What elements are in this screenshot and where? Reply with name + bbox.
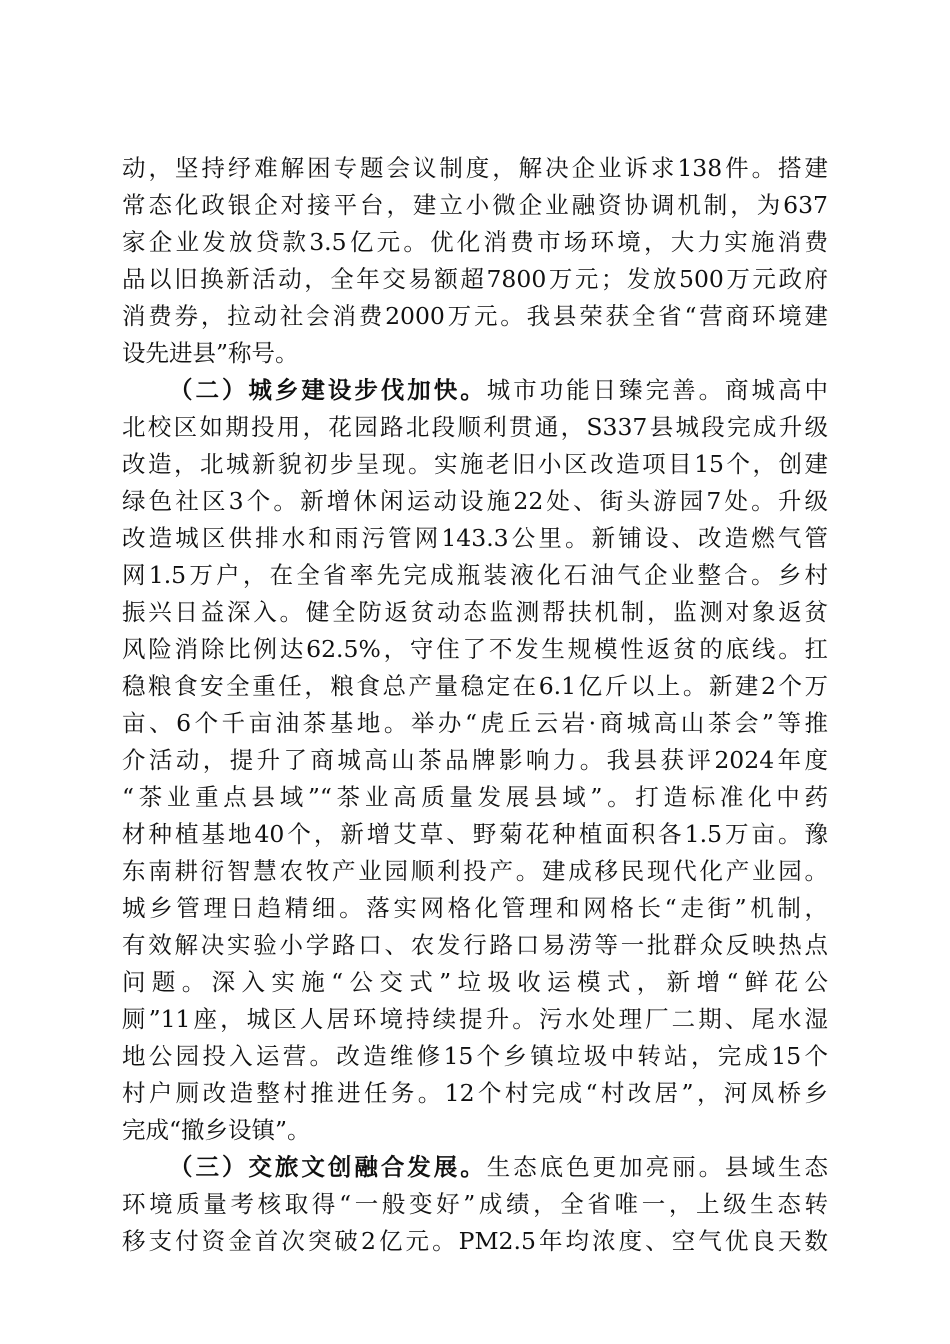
paragraph-urban-rural-construction xyxy=(122,372,828,1149)
document-body xyxy=(122,150,828,1260)
text-line: 城乡管理日趋精细。落实网格化管理和网格长“走街”机制， xyxy=(122,894,828,922)
paragraph-tourism-culture xyxy=(122,1149,828,1260)
text-line: 绿色社区3个。新增休闲运动设施22处、街头游园7处。升级 xyxy=(122,487,828,515)
text-line: 完成“撤乡设镇”。 xyxy=(122,1116,311,1144)
text-line: 家企业发放贷款3.5亿元。优化消费市场环境，大力实施消费 xyxy=(122,228,828,256)
text-line: 北校区如期投用，花园路北段顺利贯通，S337县城段完成升级 xyxy=(122,413,828,441)
text-line: 品以旧换新活动，全年交易额超7800万元；发放500万元政府 xyxy=(122,265,828,293)
text-line: 有效解决实验小学路口、农发行路口易涝等一批群众反映热点 xyxy=(122,931,828,959)
text-line: 材种植基地40个，新增艾草、野菊花种植面积各1.5万亩。豫 xyxy=(122,820,828,848)
text-line: 改造城区供排水和雨污管网143.3公里。新铺设、改造燃气管 xyxy=(122,524,828,552)
section-heading: （三）交旅文创融合发展。 xyxy=(169,1153,487,1181)
paragraph-business-environment xyxy=(122,150,828,372)
section-heading: （二）城乡建设步伐加快。 xyxy=(169,376,487,404)
text-line: 改造，北城新貌初步呈现。实施老旧小区改造项目15个，创建 xyxy=(122,450,828,478)
text-line: 稳粮食安全重任，粮食总产量稳定在6.1亿斤以上。新建2个万 xyxy=(122,672,828,700)
text-line: 动，坚持纾难解困专题会议制度，解决企业诉求138件。搭建 xyxy=(122,154,828,182)
text-line: 网1.5万户，在全省率先完成瓶装液化石油气企业整合。乡村 xyxy=(122,561,828,589)
text-line: 移支付资金首次突破2亿元。PM2.5年均浓度、空气优良天数 xyxy=(122,1227,828,1255)
text-line: 介活动，提升了商城高山茶品牌影响力。我县获评2024年度 xyxy=(122,746,828,774)
text-line: 亩、6个千亩油茶基地。举办“虎丘云岩·商城高山茶会”等推 xyxy=(122,709,828,737)
text-line: 厕”11座，城区人居环境持续提升。污水处理厂二期、尾水湿 xyxy=(122,1005,828,1033)
text-line: 环境质量考核取得“一般变好”成绩，全省唯一，上级生态转 xyxy=(122,1190,828,1218)
text-line: 地公园投入运营。改造维修15个乡镇垃圾中转站，完成15个 xyxy=(122,1042,828,1070)
text-line-first xyxy=(122,372,828,409)
text-run: 生态底色更加亮丽。县域生态 xyxy=(486,1153,828,1181)
text-line: 振兴日益深入。健全防返贫动态监测帮扶机制，监测对象返贫 xyxy=(122,598,828,626)
text-line: 常态化政银企对接平台，建立小微企业融资协调机制，为637 xyxy=(122,191,828,219)
text-line: 东南耕衍智慧农牧产业园顺利投产。建成移民现代化产业园。 xyxy=(122,857,828,885)
text-line: 问题。深入实施“公交式”垃圾收运模式，新增“鲜花公 xyxy=(122,968,828,996)
text-line: 风险消除比例达62.5%，守住了不发生规模性返贫的底线。扛 xyxy=(122,635,828,663)
text-line-first xyxy=(122,1149,828,1186)
text-line: “茶业重点县域”“茶业高质量发展县域”。打造标准化中药 xyxy=(122,783,828,811)
text-line: 消费券，拉动社会消费2000万元。我县荣获全省“营商环境建 xyxy=(122,302,828,330)
text-line: 村户厕改造整村推进任务。12个村完成“村改居”，河凤桥乡 xyxy=(122,1079,828,1107)
text-line: 设先进县”称号。 xyxy=(122,339,299,367)
text-run: 城市功能日臻完善。商城高中 xyxy=(486,376,828,404)
